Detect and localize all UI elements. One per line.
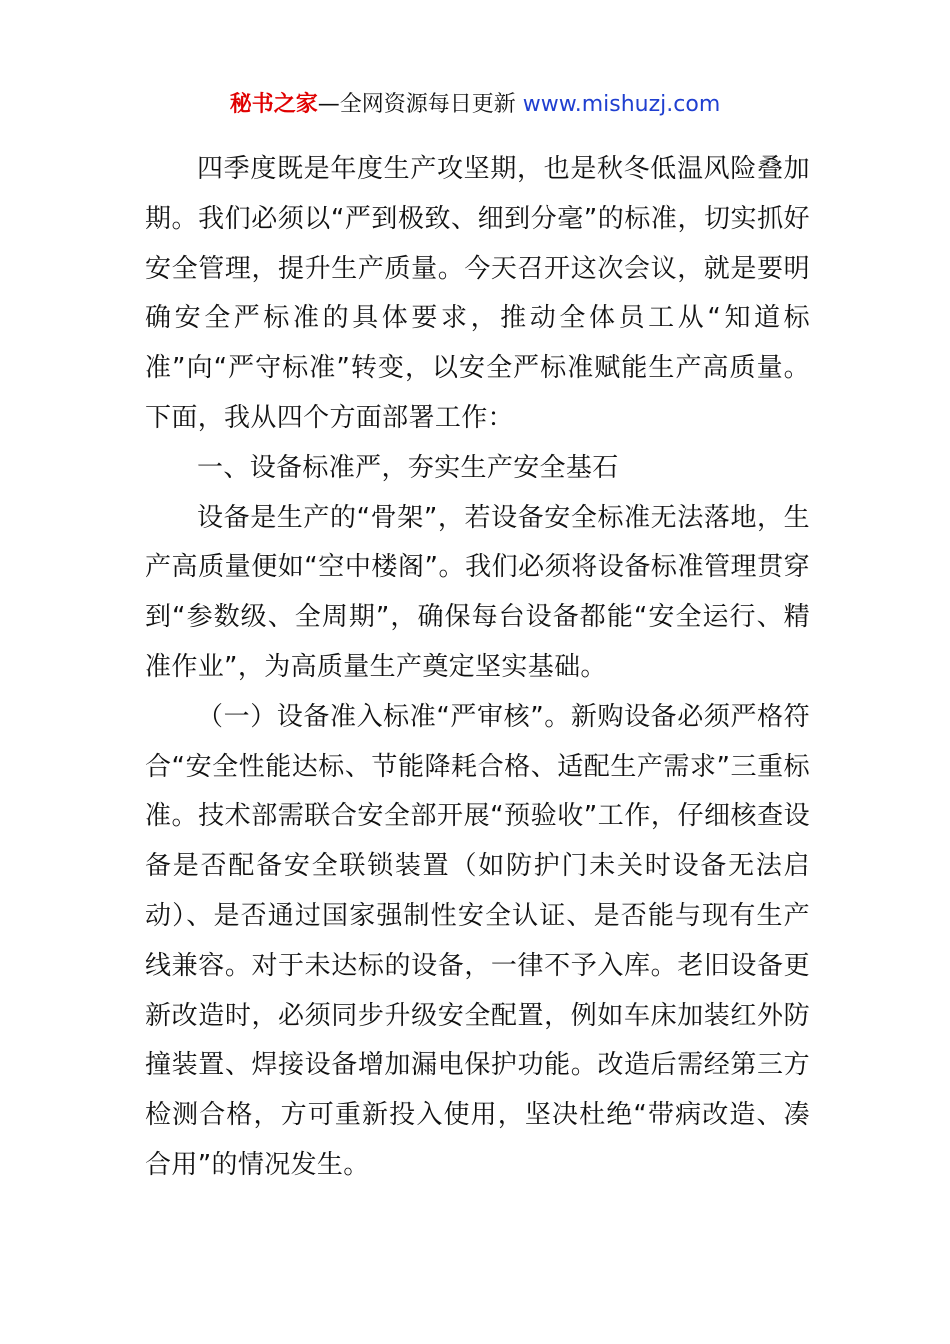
section-1-paragraph: 设备是生产的“骨架”，若设备安全标准无法落地，生产高质量便如“空中楼阁”。我们必须将设备标准管理贯穿到“参数级、全周期”，确保每台设备都能“安全运行、精准作业”，为高质量生产奠定坚实基础。 (145, 502, 810, 682)
site-header (0, 89, 950, 121)
subsection-1-paragraph: （一）设备准入标准“严审核”。新购设备必须严格符合“安全性能达标、节能降耗合格、适配生产需求”三重标准。技术部需联合安全部开展“预验收”工作，仔细核查设备是否配备安全联锁装置（如防护门未关时设备无法启动）、是否通过国家强制性安全认证、是否能与现有生产线兼容。对于未达标的设备，一律不予入库。老旧设备更新改造时，必须同步升级安全配置，例如车床加装红外防撞装置、焊接设备增加漏电保护功能。改造后需经第三方检测合格，方可重新投入使用，坚决杜绝“带病改造、凑合用”的情况发生。 (145, 701, 810, 1180)
document-body (145, 145, 810, 1191)
header-tagline: —全网资源每日更新 (317, 92, 523, 117)
brand-name: 秘书之家 (229, 92, 318, 117)
intro-paragraph: 四季度既是年度生产攻坚期，也是秋冬低温风险叠加期。我们必须以“严到极致、细到分毫”的标准，切实抓好安全管理，提升生产质量。今天召开这次会议，就是要明确安全严标准的具体要求，推动全体员工从“知道标准”向“严守标准”转变，以安全严标准赋能生产高质量。下面，我从四个方面部署工作： (145, 154, 810, 433)
site-url-link[interactable]: www.mishuzj.com (522, 92, 721, 117)
section-heading-1: 一、设备标准严，夯实生产安全基石 (197, 452, 619, 483)
